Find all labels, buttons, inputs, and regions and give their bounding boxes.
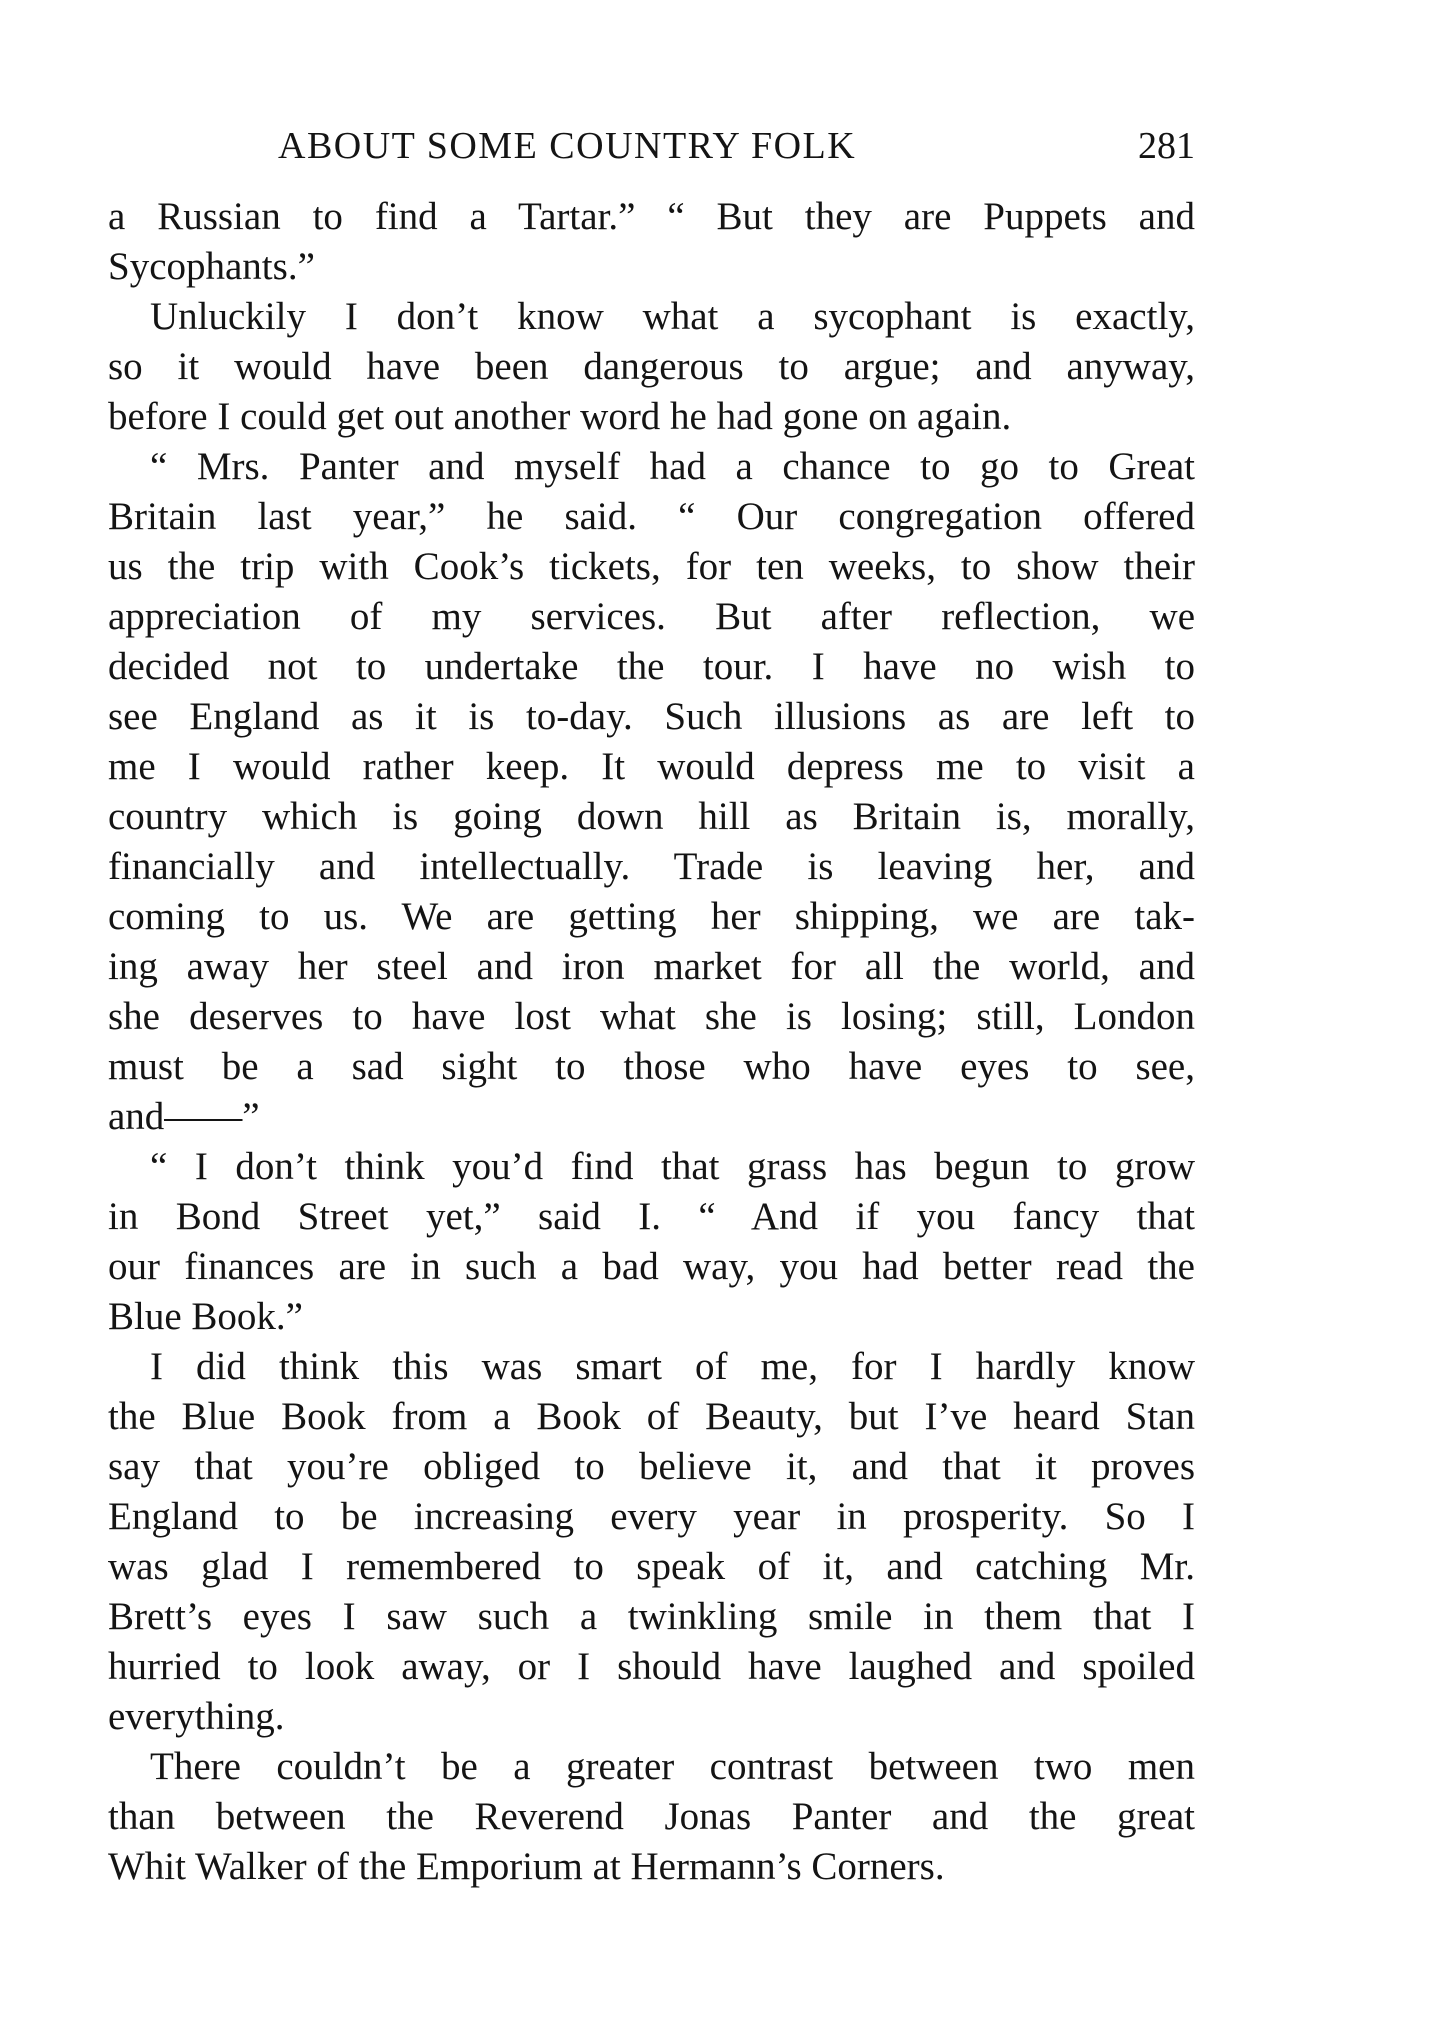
text-line: the Blue Book from a Book of Beauty, but I’ve heard Stan — [108, 1395, 1195, 1438]
text-line: Blue Book.” — [108, 1295, 303, 1338]
text-line: ing away her steel and iron market for all the world, and — [108, 945, 1195, 988]
text-line: see England as it is to-day. Such illusions as are left to — [108, 695, 1195, 738]
text-line: coming to us. We are getting her shipping, we are tak- — [108, 895, 1195, 938]
text-line: must be a sad sight to those who have eyes to see, — [108, 1045, 1195, 1088]
text-line: Brett’s eyes I saw such a twinkling smile in them that I — [108, 1595, 1195, 1638]
text-line: I did think this was smart of me, for I hardly know — [150, 1345, 1195, 1388]
text-line: say that you’re obliged to believe it, and that it proves — [108, 1445, 1195, 1488]
text-line: appreciation of my services. But after reflection, we — [108, 595, 1195, 638]
paragraph — [108, 1142, 1195, 1342]
text-line: “ I don’t think you’d find that grass has begun to grow — [150, 1145, 1195, 1188]
page-header — [108, 118, 1195, 174]
text-line: was glad I remembered to speak of it, and catching Mr. — [108, 1545, 1195, 1588]
body-text — [108, 192, 1195, 1892]
paragraph — [108, 292, 1195, 442]
text-line: Britain last year,” he said. “ Our congregation offered — [108, 495, 1195, 538]
page-number: 281 — [1138, 125, 1195, 167]
text-line: everything. — [108, 1695, 285, 1738]
text-line: England to be increasing every year in prosperity. So I — [108, 1495, 1195, 1538]
text-line: she deserves to have lost what she is losing; still, London — [108, 995, 1195, 1038]
paragraph — [108, 1342, 1195, 1742]
text-line: country which is going down hill as Britain is, morally, — [108, 795, 1195, 838]
text-line: hurried to look away, or I should have laughed and spoiled — [108, 1645, 1195, 1688]
text-line: in Bond Street yet,” said I. “ And if you fancy that — [108, 1195, 1195, 1238]
paragraph — [108, 442, 1195, 1142]
text-line: financially and intellectually. Trade is leaving her, and — [108, 845, 1195, 888]
text-line: a Russian to find a Tartar.” “ But they are Puppets and — [108, 195, 1195, 238]
running-head: ABOUT SOME COUNTRY FOLK — [278, 125, 857, 167]
text-line: before I could get out another word he had gone on again. — [108, 395, 1012, 438]
text-line: us the trip with Cook’s tickets, for ten weeks, to show their — [108, 545, 1195, 588]
text-line: Whit Walker of the Emporium at Hermann’s Corners. — [108, 1845, 945, 1888]
text-line: and——” — [108, 1095, 260, 1138]
paragraph — [108, 192, 1195, 292]
text-line: so it would have been dangerous to argue; and anyway, — [108, 345, 1195, 388]
text-line: than between the Reverend Jonas Panter and the great — [108, 1795, 1195, 1838]
text-line: There couldn’t be a greater contrast between two men — [150, 1745, 1195, 1788]
text-line: “ Mrs. Panter and myself had a chance to go to Great — [150, 445, 1195, 488]
text-line: Unluckily I don’t know what a sycophant is exactly, — [150, 295, 1195, 338]
text-line: decided not to undertake the tour. I have no wish to — [108, 645, 1195, 688]
paragraph — [108, 1742, 1195, 1892]
text-line: Sycophants.” — [108, 245, 315, 288]
text-line: our finances are in such a bad way, you had better read the — [108, 1245, 1195, 1288]
text-line: me I would rather keep. It would depress me to visit a — [108, 745, 1195, 788]
